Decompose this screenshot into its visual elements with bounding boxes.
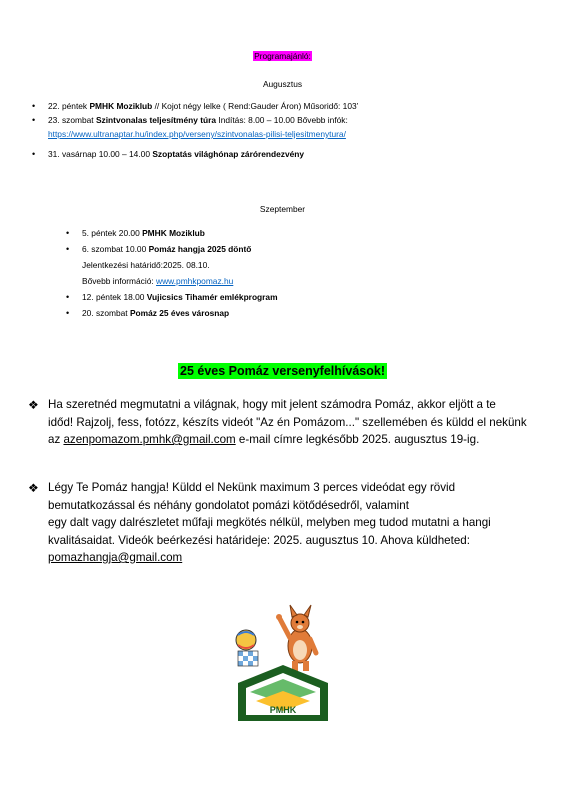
bullet-icon: • xyxy=(32,149,36,159)
call-for-entries-1: ❖ Ha szeretnéd megmutatni a világnak, hogy mit jelent számodra Pomáz, akkor eljött a te időd! Rajzolj, fess, fotózz, készíts videót "Az én Pomázom..." szellemében és küldd el nekünk az azenpomazom.pmhk@gmail.com e-mail címre legkésőbb 2025. augusztus 19-ig. xyxy=(28,398,527,446)
tour-link[interactable]: https://www.ultranaptar.hu/index.php/verseny/szintvonalas-pilisi-teljesitmenytura/ xyxy=(48,129,346,139)
competition-banner: 25 éves Pomáz versenyfelhívások! xyxy=(180,364,385,378)
call-for-entries-2: ❖ Légy Te Pomáz hangja! Küldd el Nekünk maximum 3 perces videódat egy rövid bemutatkozással és néhány gondolatot pomázi kötődésedről, valamint egy dalt vagy dalrészletet műfaji megkötés nélkül, melyben meg tudod mutatni a hangi kvalitásaidat. Videók beérkezési határideje: 2025. augusztus 10. Ahova küldheted: pomazhangja@gmail.com xyxy=(48,479,538,567)
more-info-line: Bővebb információ: www.pmhkpomaz.hu xyxy=(82,276,234,286)
list-item: • 6. szombat 10.00 Pomáz hangja 2025 döntő xyxy=(66,244,252,254)
month-september-heading: Szeptember xyxy=(259,204,306,214)
list-item: • 20. szombat Pomáz 25 éves városnap xyxy=(66,308,230,318)
bullet-icon: • xyxy=(66,244,70,254)
bullet-icon: • xyxy=(32,101,36,111)
diamond-bullet-icon: ❖ xyxy=(28,398,39,412)
list-item-continuation xyxy=(48,128,359,148)
email-pomazhangja[interactable]: pomazhangja@gmail.com xyxy=(48,551,183,564)
email-azenpomazom[interactable]: azenpomazom.pmhk@gmail.com xyxy=(63,433,236,446)
list-item: • 22. péntek PMHK Moziklub // Kojot négy lelke ( Rend:Gauder Áron) Műsoridő: 103’ xyxy=(32,101,359,111)
list-item: • 23. szombat Szintvonalas teljesítmény túra Indítás: 8.00 – 10.00 Bővebb infók: xyxy=(32,115,348,125)
bullet-icon: • xyxy=(32,115,36,125)
list-item: • 12. péntek 18.00 Vujicsics Tihamér emlékprogram xyxy=(66,292,278,302)
list-item: • 5. péntek 20.00 PMHK Moziklub xyxy=(66,228,205,238)
pmhk-logo xyxy=(228,603,338,723)
logo-text: PMHK xyxy=(269,705,297,715)
bullet-icon: • xyxy=(66,308,70,318)
bullet-icon: • xyxy=(66,228,70,238)
list-item: • 31. vasárnap 10.00 – 14.00 Szoptatás világhónap zárórendezvény xyxy=(32,149,305,159)
program-title: Programajánló: xyxy=(254,51,311,61)
bullet-icon: • xyxy=(66,292,70,302)
august-event-list xyxy=(32,100,359,162)
diamond-bullet-icon: ❖ xyxy=(28,481,39,495)
september-event-list xyxy=(66,227,278,323)
pmhk-website-link[interactable]: www.pmhkpomaz.hu xyxy=(156,276,234,286)
deadline-text: Jelentkezési határidő:2025. 08.10. xyxy=(82,260,210,270)
month-august-heading: Augusztus xyxy=(262,79,303,89)
